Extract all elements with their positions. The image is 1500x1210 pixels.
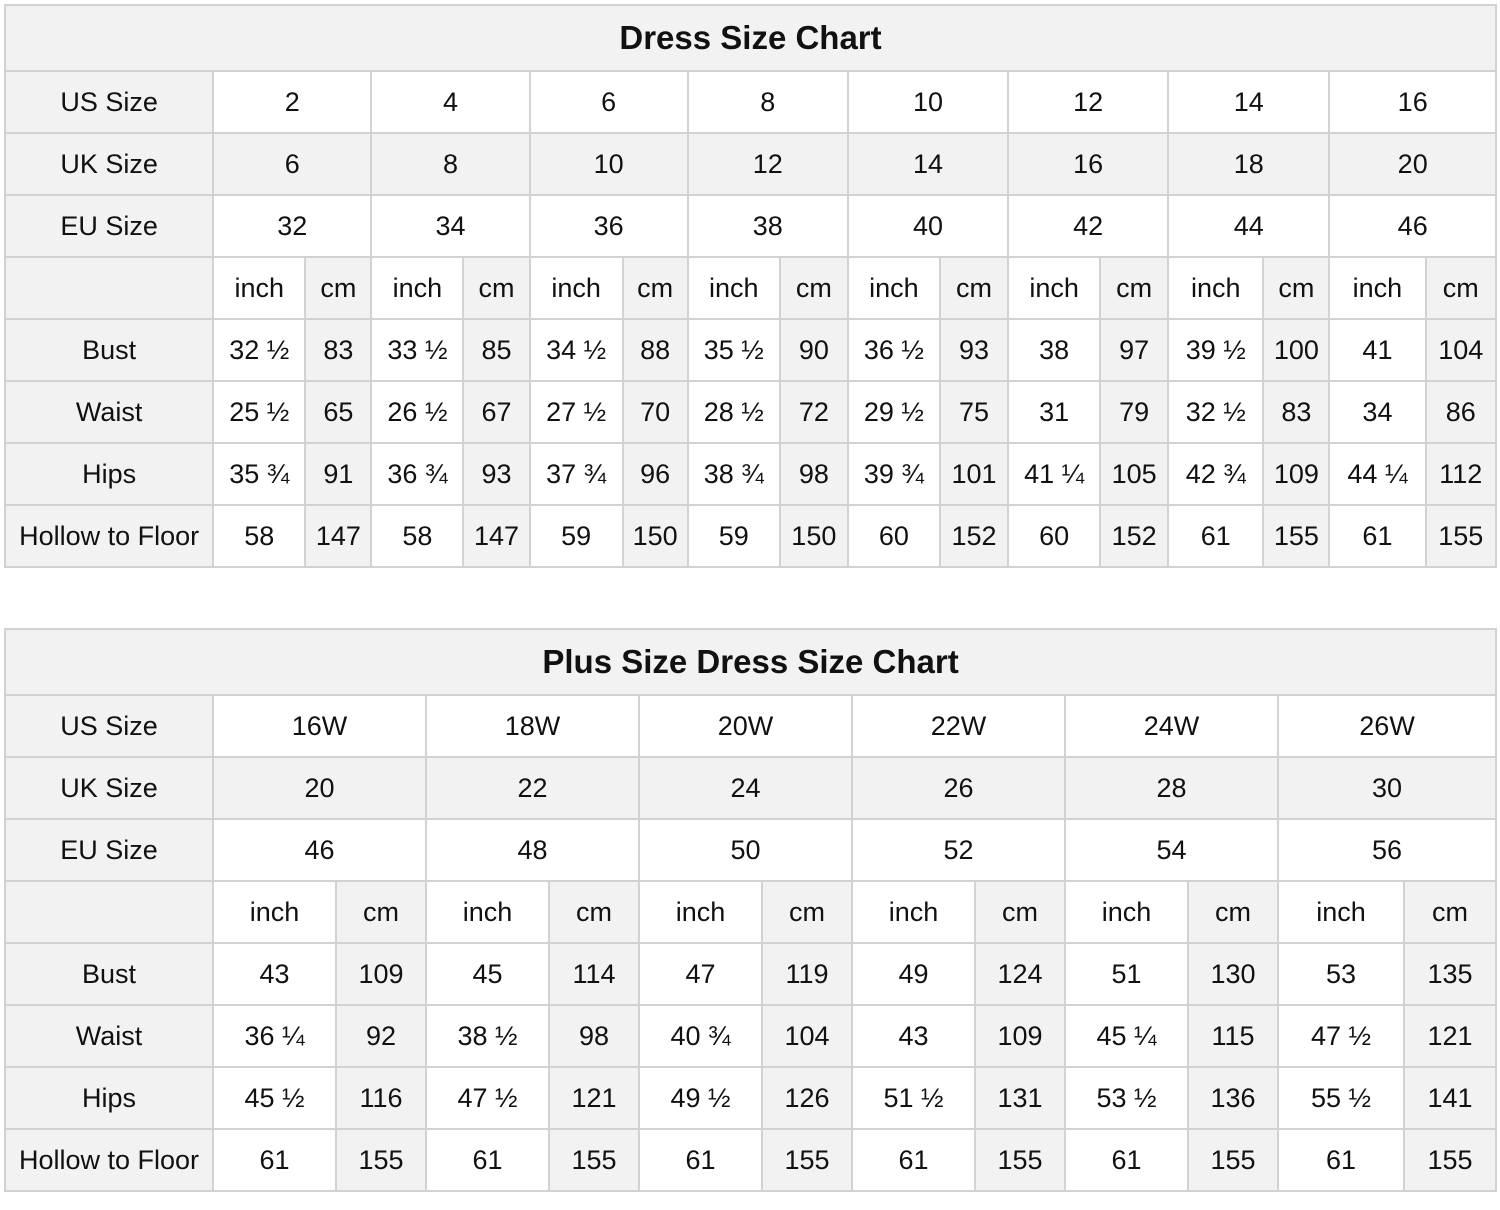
uk-size-cell: 26 — [852, 757, 1065, 819]
bust-cm-cell: 109 — [336, 943, 426, 1005]
hips-cm-cell: 126 — [762, 1067, 852, 1129]
bust-inch-cell: 33 ½ — [371, 319, 463, 381]
bust-cm-cell: 130 — [1188, 943, 1278, 1005]
title-row — [5, 629, 1496, 695]
chart-title: Dress Size Chart — [5, 5, 1496, 71]
hollow-cm-cell: 150 — [623, 505, 688, 567]
eu-size-label: EU Size — [5, 195, 213, 257]
bust-cm-cell: 124 — [975, 943, 1065, 1005]
unit-inch: inch — [1329, 257, 1425, 319]
uk-size-cell: 24 — [639, 757, 852, 819]
unit-inch: inch — [213, 257, 305, 319]
unit-inch: inch — [530, 257, 623, 319]
bust-inch-cell: 51 — [1065, 943, 1188, 1005]
hips-inch-cell: 53 ½ — [1065, 1067, 1188, 1129]
uk-size-label: UK Size — [5, 757, 213, 819]
hollow-label: Hollow to Floor — [5, 1129, 213, 1191]
hips-label: Hips — [5, 443, 213, 505]
us-size-label: US Size — [5, 71, 213, 133]
waist-label: Waist — [5, 1005, 213, 1067]
unit-cm: cm — [1263, 257, 1329, 319]
unit-cm: cm — [336, 881, 426, 943]
hips-inch-cell: 47 ½ — [426, 1067, 549, 1129]
bust-inch-cell: 47 — [639, 943, 762, 1005]
bust-inch-cell: 36 ½ — [848, 319, 940, 381]
waist-cm-cell: 121 — [1404, 1005, 1496, 1067]
hips-cm-cell: 109 — [1263, 443, 1329, 505]
us-size-cell: 2 — [213, 71, 371, 133]
plus-size-dress-size-chart — [4, 628, 1497, 1192]
waist-cm-cell: 109 — [975, 1005, 1065, 1067]
hollow-cm-cell: 155 — [549, 1129, 639, 1191]
waist-inch-cell: 47 ½ — [1278, 1005, 1404, 1067]
bust-cm-cell: 97 — [1100, 319, 1168, 381]
bust-cm-cell: 93 — [940, 319, 1008, 381]
hollow-inch-cell: 61 — [1168, 505, 1263, 567]
bust-cm-cell: 90 — [780, 319, 848, 381]
us-size-row — [5, 695, 1496, 757]
bust-inch-cell: 53 — [1278, 943, 1404, 1005]
hollow-inch-cell: 61 — [852, 1129, 975, 1191]
hips-row — [5, 1067, 1496, 1129]
hollow-cm-cell: 147 — [463, 505, 529, 567]
hips-inch-cell: 36 ¾ — [371, 443, 463, 505]
unit-row — [5, 881, 1496, 943]
hips-inch-cell: 45 ½ — [213, 1067, 336, 1129]
waist-inch-cell: 27 ½ — [530, 381, 623, 443]
unit-inch: inch — [852, 881, 975, 943]
eu-size-cell: 48 — [426, 819, 639, 881]
eu-size-cell: 46 — [1329, 195, 1496, 257]
hollow-inch-cell: 61 — [1329, 505, 1425, 567]
eu-size-cell: 40 — [848, 195, 1008, 257]
chart-title: Plus Size Dress Size Chart — [5, 629, 1496, 695]
bust-row — [5, 319, 1496, 381]
hips-cm-cell: 116 — [336, 1067, 426, 1129]
bust-cm-cell: 104 — [1426, 319, 1497, 381]
us-size-row — [5, 71, 1496, 133]
hips-cm-cell: 105 — [1100, 443, 1168, 505]
eu-size-label: EU Size — [5, 819, 213, 881]
hollow-cm-cell: 155 — [762, 1129, 852, 1191]
unit-row — [5, 257, 1496, 319]
hollow-cm-cell: 155 — [1263, 505, 1329, 567]
hollow-cm-cell: 152 — [940, 505, 1008, 567]
bust-cm-cell: 100 — [1263, 319, 1329, 381]
hips-inch-cell: 35 ¾ — [213, 443, 305, 505]
uk-size-cell: 8 — [371, 133, 529, 195]
us-size-cell: 16 — [1329, 71, 1496, 133]
hollow-inch-cell: 61 — [1278, 1129, 1404, 1191]
bust-cm-cell: 85 — [463, 319, 529, 381]
waist-inch-cell: 26 ½ — [371, 381, 463, 443]
hollow-inch-cell: 59 — [688, 505, 780, 567]
title-row — [5, 5, 1496, 71]
waist-inch-cell: 40 ¾ — [639, 1005, 762, 1067]
uk-size-cell: 16 — [1008, 133, 1168, 195]
hips-inch-cell: 37 ¾ — [530, 443, 623, 505]
waist-cm-cell: 65 — [305, 381, 371, 443]
waist-row — [5, 381, 1496, 443]
unit-label-cell — [5, 881, 213, 943]
eu-size-cell: 52 — [852, 819, 1065, 881]
hips-inch-cell: 51 ½ — [852, 1067, 975, 1129]
waist-row — [5, 1005, 1496, 1067]
bust-inch-cell: 35 ½ — [688, 319, 780, 381]
uk-size-cell: 28 — [1065, 757, 1278, 819]
unit-cm: cm — [780, 257, 848, 319]
unit-cm: cm — [1404, 881, 1496, 943]
unit-inch: inch — [1278, 881, 1404, 943]
bust-cm-cell: 88 — [623, 319, 688, 381]
unit-cm: cm — [940, 257, 1008, 319]
hollow-inch-cell: 59 — [530, 505, 623, 567]
hips-inch-cell: 38 ¾ — [688, 443, 780, 505]
hips-cm-cell: 93 — [463, 443, 529, 505]
eu-size-cell: 44 — [1168, 195, 1329, 257]
waist-inch-cell: 25 ½ — [213, 381, 305, 443]
unit-cm: cm — [463, 257, 529, 319]
uk-size-cell: 20 — [1329, 133, 1496, 195]
us-size-cell: 10 — [848, 71, 1008, 133]
uk-size-cell: 30 — [1278, 757, 1496, 819]
hips-cm-cell: 91 — [305, 443, 371, 505]
hollow-inch-cell: 61 — [426, 1129, 549, 1191]
waist-inch-cell: 31 — [1008, 381, 1100, 443]
hollow-cm-cell: 155 — [336, 1129, 426, 1191]
eu-size-cell: 38 — [688, 195, 848, 257]
uk-size-cell: 20 — [213, 757, 426, 819]
unit-cm: cm — [1426, 257, 1497, 319]
us-size-cell: 24W — [1065, 695, 1278, 757]
waist-inch-cell: 29 ½ — [848, 381, 940, 443]
unit-inch: inch — [639, 881, 762, 943]
uk-size-row — [5, 757, 1496, 819]
bust-cm-cell: 135 — [1404, 943, 1496, 1005]
eu-size-row — [5, 819, 1496, 881]
unit-inch: inch — [371, 257, 463, 319]
unit-cm: cm — [762, 881, 852, 943]
waist-inch-cell: 28 ½ — [688, 381, 780, 443]
hollow-cm-cell: 155 — [1426, 505, 1497, 567]
us-size-cell: 4 — [371, 71, 529, 133]
unit-inch: inch — [1065, 881, 1188, 943]
hips-inch-cell: 44 ¼ — [1329, 443, 1425, 505]
waist-inch-cell: 36 ¼ — [213, 1005, 336, 1067]
eu-size-cell: 32 — [213, 195, 371, 257]
waist-cm-cell: 104 — [762, 1005, 852, 1067]
bust-inch-cell: 49 — [852, 943, 975, 1005]
hollow-inch-cell: 61 — [1065, 1129, 1188, 1191]
waist-inch-cell: 38 ½ — [426, 1005, 549, 1067]
waist-label: Waist — [5, 381, 213, 443]
unit-inch: inch — [1008, 257, 1100, 319]
eu-size-cell: 54 — [1065, 819, 1278, 881]
hollow-inch-cell: 58 — [213, 505, 305, 567]
hips-cm-cell: 136 — [1188, 1067, 1278, 1129]
unit-inch: inch — [1168, 257, 1263, 319]
unit-cm: cm — [623, 257, 688, 319]
waist-inch-cell: 32 ½ — [1168, 381, 1263, 443]
hollow-cm-cell: 155 — [1404, 1129, 1496, 1191]
waist-cm-cell: 86 — [1426, 381, 1497, 443]
waist-cm-cell: 92 — [336, 1005, 426, 1067]
hollow-cm-cell: 150 — [780, 505, 848, 567]
hollow-inch-cell: 61 — [639, 1129, 762, 1191]
us-size-cell: 18W — [426, 695, 639, 757]
eu-size-cell: 34 — [371, 195, 529, 257]
hips-cm-cell: 96 — [623, 443, 688, 505]
hips-inch-cell: 39 ¾ — [848, 443, 940, 505]
bust-inch-cell: 43 — [213, 943, 336, 1005]
waist-cm-cell: 83 — [1263, 381, 1329, 443]
eu-size-cell: 50 — [639, 819, 852, 881]
bust-inch-cell: 39 ½ — [1168, 319, 1263, 381]
hollow-cm-cell: 147 — [305, 505, 371, 567]
waist-cm-cell: 115 — [1188, 1005, 1278, 1067]
eu-size-cell: 56 — [1278, 819, 1496, 881]
waist-inch-cell: 43 — [852, 1005, 975, 1067]
us-size-cell: 8 — [688, 71, 848, 133]
waist-cm-cell: 79 — [1100, 381, 1168, 443]
bust-label: Bust — [5, 319, 213, 381]
waist-inch-cell: 45 ¼ — [1065, 1005, 1188, 1067]
uk-size-label: UK Size — [5, 133, 213, 195]
hips-cm-cell: 112 — [1426, 443, 1497, 505]
uk-size-cell: 6 — [213, 133, 371, 195]
hips-cm-cell: 131 — [975, 1067, 1065, 1129]
unit-cm: cm — [975, 881, 1065, 943]
eu-size-cell: 42 — [1008, 195, 1168, 257]
eu-size-row — [5, 195, 1496, 257]
unit-inch: inch — [213, 881, 336, 943]
us-size-cell: 20W — [639, 695, 852, 757]
unit-cm: cm — [549, 881, 639, 943]
hips-cm-cell: 101 — [940, 443, 1008, 505]
hips-inch-cell: 49 ½ — [639, 1067, 762, 1129]
hollow-inch-cell: 61 — [213, 1129, 336, 1191]
us-size-cell: 6 — [530, 71, 688, 133]
unit-inch: inch — [848, 257, 940, 319]
uk-size-cell: 18 — [1168, 133, 1329, 195]
unit-inch: inch — [688, 257, 780, 319]
bust-inch-cell: 38 — [1008, 319, 1100, 381]
bust-cm-cell: 83 — [305, 319, 371, 381]
uk-size-cell: 14 — [848, 133, 1008, 195]
us-size-label: US Size — [5, 695, 213, 757]
uk-size-cell: 10 — [530, 133, 688, 195]
waist-inch-cell: 34 — [1329, 381, 1425, 443]
hips-row — [5, 443, 1496, 505]
hollow-inch-cell: 58 — [371, 505, 463, 567]
hollow-cm-cell: 155 — [975, 1129, 1065, 1191]
waist-cm-cell: 98 — [549, 1005, 639, 1067]
hollow-cm-cell: 155 — [1188, 1129, 1278, 1191]
unit-cm: cm — [305, 257, 371, 319]
hips-inch-cell: 42 ¾ — [1168, 443, 1263, 505]
hips-cm-cell: 121 — [549, 1067, 639, 1129]
waist-cm-cell: 72 — [780, 381, 848, 443]
us-size-cell: 26W — [1278, 695, 1496, 757]
hollow-cm-cell: 152 — [1100, 505, 1168, 567]
hips-cm-cell: 141 — [1404, 1067, 1496, 1129]
eu-size-cell: 36 — [530, 195, 688, 257]
bust-inch-cell: 32 ½ — [213, 319, 305, 381]
dress-size-chart — [4, 4, 1497, 568]
waist-cm-cell: 70 — [623, 381, 688, 443]
hips-label: Hips — [5, 1067, 213, 1129]
eu-size-cell: 46 — [213, 819, 426, 881]
hollow-inch-cell: 60 — [848, 505, 940, 567]
hips-inch-cell: 41 ¼ — [1008, 443, 1100, 505]
unit-label-cell — [5, 257, 213, 319]
us-size-cell: 14 — [1168, 71, 1329, 133]
hollow-row — [5, 1129, 1496, 1191]
bust-cm-cell: 114 — [549, 943, 639, 1005]
uk-size-cell: 22 — [426, 757, 639, 819]
us-size-cell: 12 — [1008, 71, 1168, 133]
bust-label: Bust — [5, 943, 213, 1005]
unit-cm: cm — [1188, 881, 1278, 943]
uk-size-row — [5, 133, 1496, 195]
uk-size-cell: 12 — [688, 133, 848, 195]
bust-cm-cell: 119 — [762, 943, 852, 1005]
bust-row — [5, 943, 1496, 1005]
unit-cm: cm — [1100, 257, 1168, 319]
hollow-label: Hollow to Floor — [5, 505, 213, 567]
hips-inch-cell: 55 ½ — [1278, 1067, 1404, 1129]
bust-inch-cell: 45 — [426, 943, 549, 1005]
hollow-inch-cell: 60 — [1008, 505, 1100, 567]
bust-inch-cell: 41 — [1329, 319, 1425, 381]
waist-cm-cell: 75 — [940, 381, 1008, 443]
hollow-row — [5, 505, 1496, 567]
waist-cm-cell: 67 — [463, 381, 529, 443]
us-size-cell: 22W — [852, 695, 1065, 757]
bust-inch-cell: 34 ½ — [530, 319, 623, 381]
us-size-cell: 16W — [213, 695, 426, 757]
unit-inch: inch — [426, 881, 549, 943]
hips-cm-cell: 98 — [780, 443, 848, 505]
